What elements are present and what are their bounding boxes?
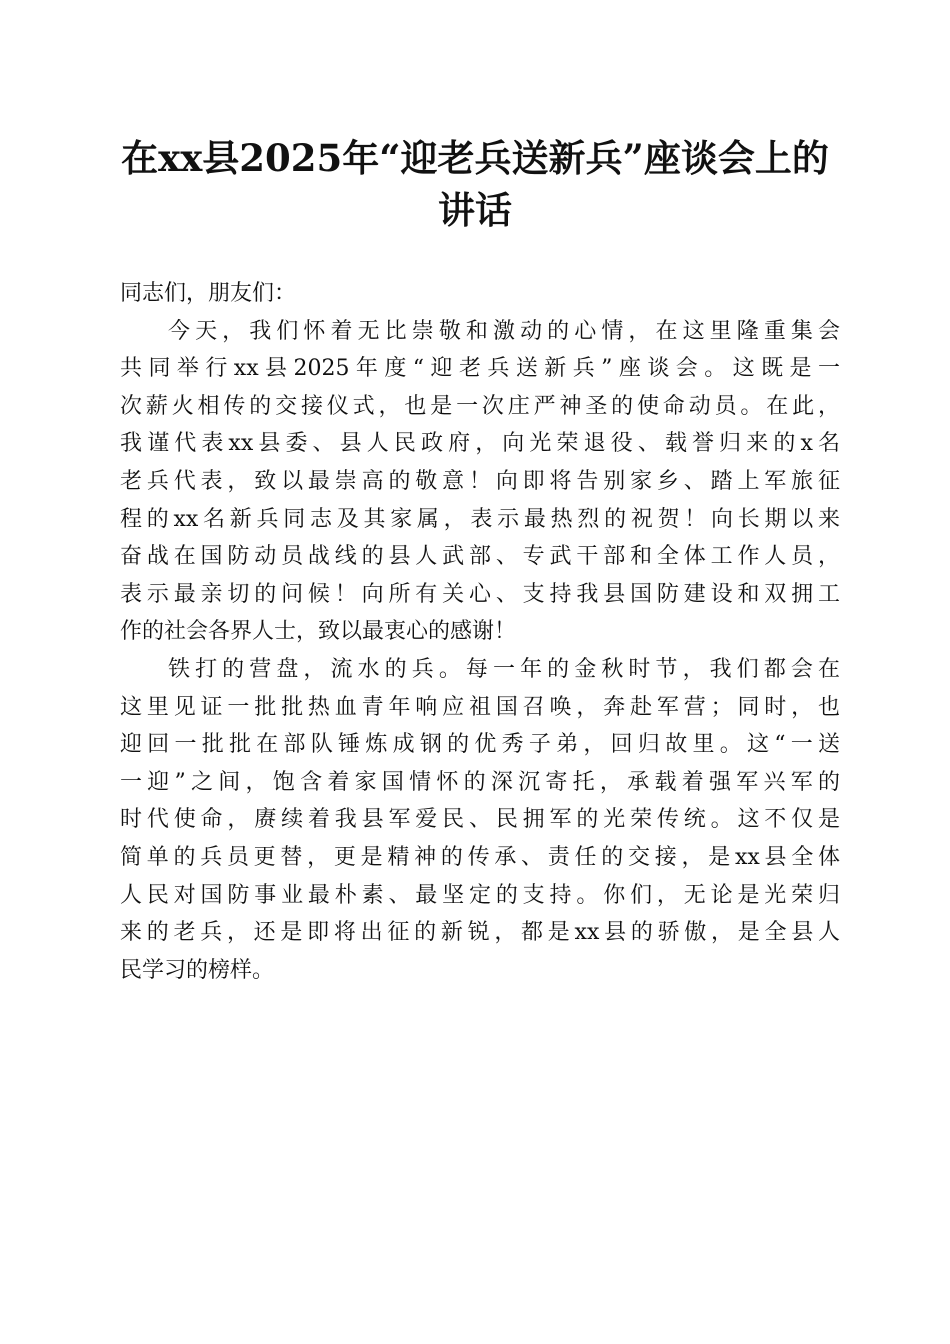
text-line: 民学习的榜样。 [120, 957, 275, 983]
text-line: 一迎”之间，饱含着家国情怀的深沉寄托，承载着强军兴军的 [120, 769, 840, 795]
text-line: 这里见证一批批热血青年响应祖国召唤，奔赴军营；同时，也 [120, 694, 840, 720]
text-line: 铁打的营盘，流水的兵。每一年的金秋时节，我们都会在 [168, 656, 840, 682]
text-line: 奋战在国防动员战线的县人武部、专武干部和全体工作人员， [120, 544, 840, 570]
title-line-2: 讲话 [438, 188, 512, 232]
text-line: 老兵代表，致以最崇高的敬意！向即将告别家乡、踏上军旅征 [120, 468, 840, 494]
document-body [120, 275, 840, 989]
text-line: 程的xx名新兵同志及其家属，表示最热烈的祝贺！向长期以来 [120, 506, 840, 532]
text-line: 今天，我们怀着无比崇敬和激动的心情，在这里隆重集会 [168, 318, 840, 344]
salutation: 同志们，朋友们： [120, 281, 297, 306]
paragraph-1 [120, 313, 840, 651]
text-line: 迎回一批批在部队锤炼成钢的优秀子弟，回归故里。这“一送 [120, 732, 840, 758]
text-line: 人民对国防事业最朴素、最坚定的支持。你们，无论是光荣归 [120, 882, 840, 908]
text-line: 次薪火相传的交接仪式，也是一次庄严神圣的使命动员。在此， [120, 393, 840, 419]
title-line-1: 在xx县2025年“迎老兵送新兵”座谈会上的 [121, 136, 829, 180]
text-line: 共同举行xx县2025年度“迎老兵送新兵”座谈会。这既是一 [120, 356, 840, 382]
text-line: 来的老兵，还是即将出征的新锐，都是xx县的骄傲，是全县人 [120, 920, 840, 946]
text-line: 我谨代表xx县委、县人民政府，向光荣退役、载誉归来的x名 [120, 431, 840, 457]
text-line: 作的社会各界人士，致以最衷心的感谢！ [120, 619, 517, 645]
page-title [100, 132, 850, 236]
text-line: 表示最亲切的问候！向所有关心、支持我县国防建设和双拥工 [120, 581, 840, 607]
text-line: 简单的兵员更替，更是精神的传承、责任的交接，是xx县全体 [120, 844, 840, 870]
text-line: 时代使命，赓续着我县军爱民、民拥军的光荣传统。这不仅是 [120, 807, 840, 833]
paragraph-2 [120, 651, 840, 989]
